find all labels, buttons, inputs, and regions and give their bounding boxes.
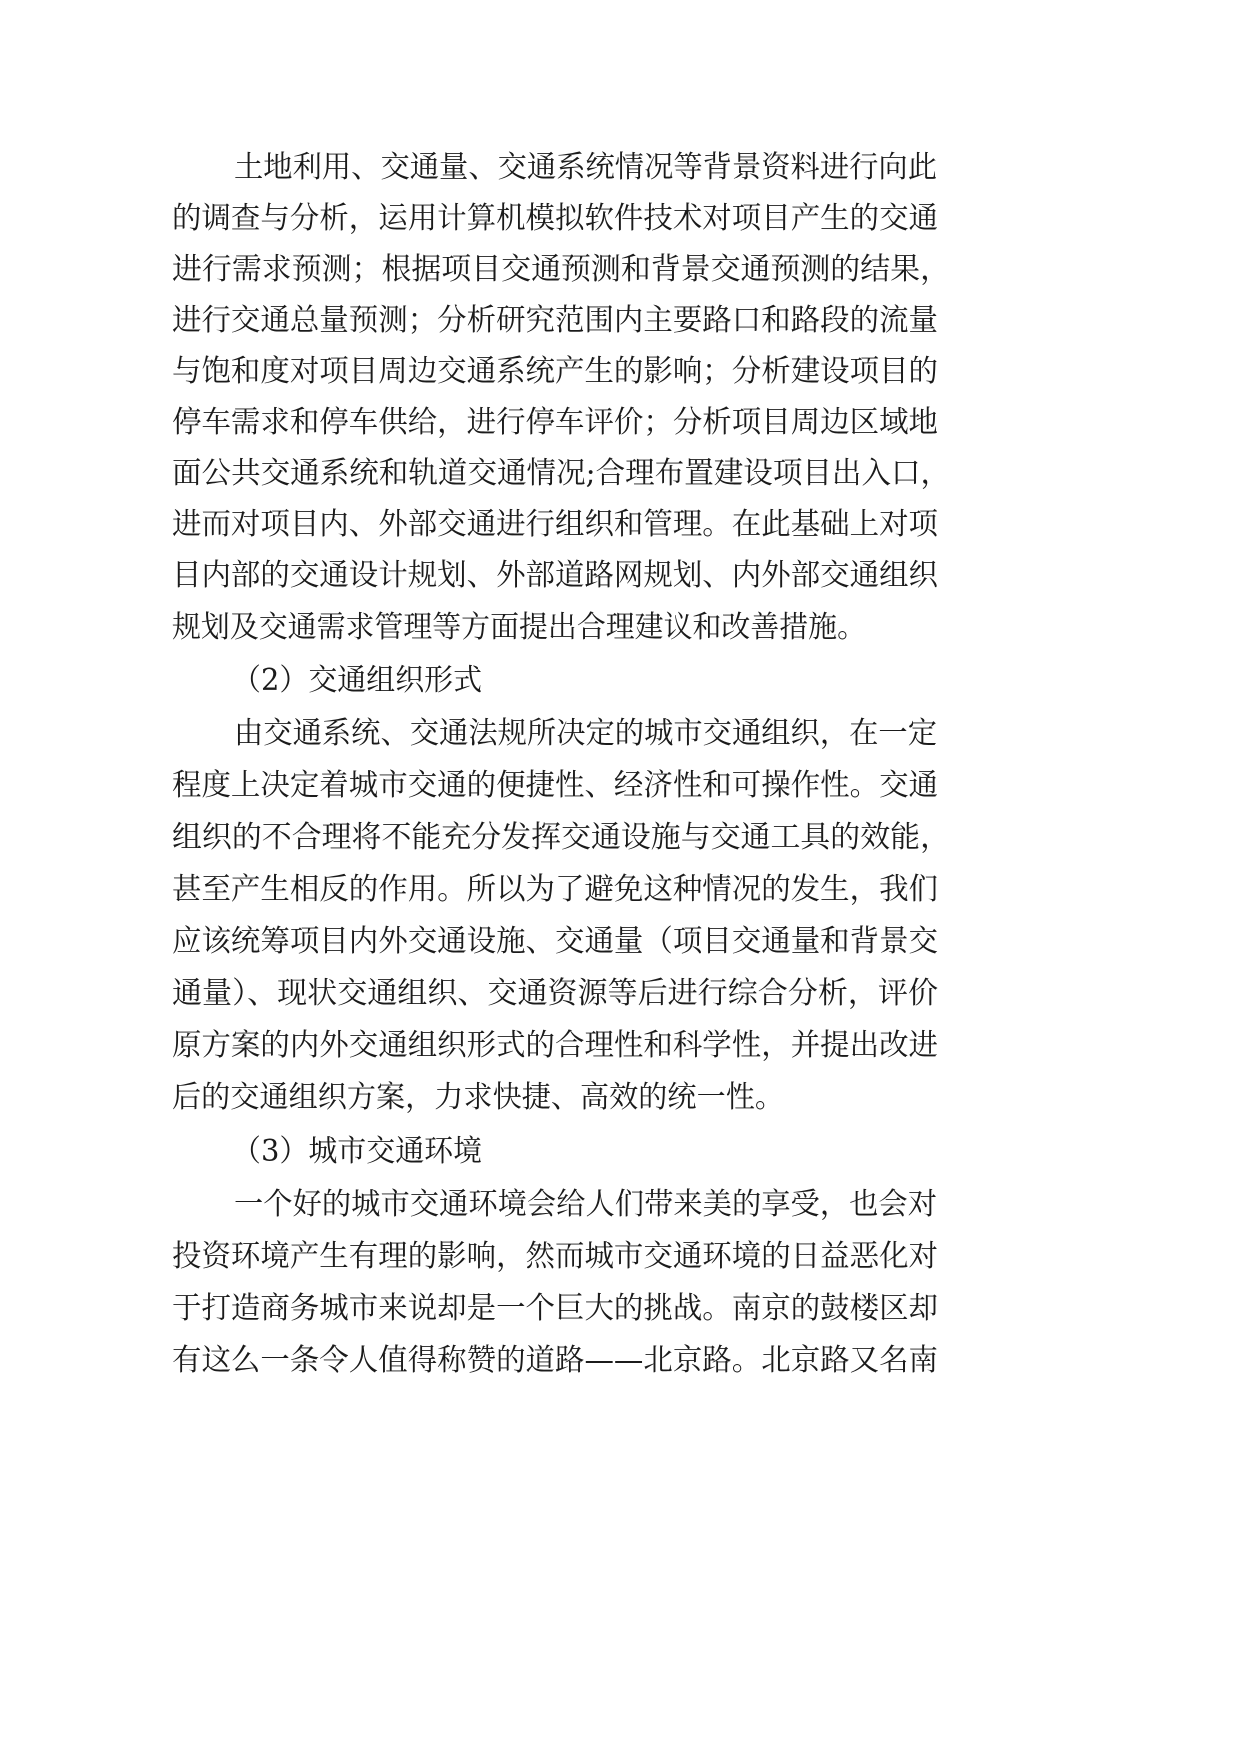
text-line-22: 有这么一条令人值得称赞的道路——北京路。北京路又名南 (172, 1343, 938, 1378)
text-line-15: 应该统筹项目内外交通设施、交通量（项目交通量和背景交 (172, 924, 938, 959)
text-line-21: 于打造商务城市来说却是一个巨大的挑战。南京的鼓楼区却 (172, 1291, 938, 1326)
text-line-2: 的调查与分析，运用计算机模拟软件技术对项目产生的交通 (172, 201, 938, 236)
text-line-13: 组织的不合理将不能充分发挥交通设施与交通工具的效能， (172, 820, 950, 855)
section-heading-3: （3）城市交通环境 (232, 1134, 483, 1169)
text-line-6: 停车需求和停车供给，进行停车评价；分析项目周边区域地 (172, 405, 938, 440)
text-line-1: 土地利用、交通量、交通系统情况等背景资料进行向此 (234, 150, 937, 185)
text-line-19: 一个好的城市交通环境会给人们带来美的享受，也会对 (234, 1187, 937, 1222)
text-line-11: 由交通系统、交通法规所决定的城市交通组织，在一定 (234, 716, 937, 751)
text-line-4: 进行交通总量预测；分析研究范围内主要路口和路段的流量 (172, 303, 938, 338)
text-line-18: 后的交通组织方案，力求快捷、高效的统一性。 (172, 1080, 784, 1115)
text-line-20: 投资环境产生有理的影响，然而城市交通环境的日益恶化对 (172, 1239, 938, 1274)
text-line-8: 进而对项目内、外部交通进行组织和管理。在此基础上对项 (172, 507, 938, 542)
text-line-17: 原方案的内外交通组织形式的合理性和科学性，并提出改进 (172, 1028, 938, 1063)
text-line-12: 程度上决定着城市交通的便捷性、经济性和可操作性。交通 (172, 768, 938, 803)
text-line-16: 通量）、现状交通组织、交通资源等后进行综合分析，评价 (172, 976, 939, 1011)
text-line-7: 面公共交通系统和轨道交通情况;合理布置建设项目出入口， (172, 456, 951, 491)
text-line-14: 甚至产生相反的作用。所以为了避免这种情况的发生，我们 (172, 872, 938, 907)
section-heading-2: （2）交通组织形式 (232, 663, 483, 698)
text-line-5: 与饱和度对项目周边交通系统产生的影响；分析建设项目的 (172, 354, 938, 389)
text-line-10: 规划及交通需求管理等方面提出合理建议和改善措施。 (172, 610, 866, 645)
text-line-3: 进行需求预测；根据项目交通预测和背景交通预测的结果， (172, 252, 950, 287)
text-line-9: 目内部的交通设计规划、外部道路网规划、内外部交通组织 (172, 558, 938, 593)
